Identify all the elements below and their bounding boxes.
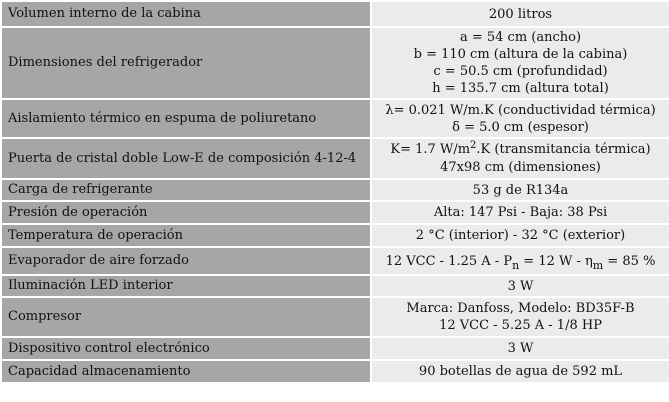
row-label: Dispositivo control electrónico (1, 337, 371, 360)
row-value (371, 179, 669, 201)
value-text: K= 1.7 W/m (390, 142, 471, 157)
value-text: = 85 % (603, 253, 656, 269)
row-label: Temperatura de operación (1, 224, 371, 247)
table-row (1, 297, 669, 337)
row-value (371, 99, 669, 138)
table-row (1, 275, 669, 297)
value-line: 47x98 cm (dimensiones) (440, 160, 601, 175)
row-label: Capacidad almacenamiento (1, 360, 371, 383)
value-line (372, 253, 669, 270)
row-value (371, 138, 669, 179)
value-line: Marca: Danfoss, Modelo: BD35F-B (406, 301, 635, 316)
superscript: 2 (470, 140, 477, 151)
table-row (1, 247, 669, 275)
table-row (1, 1, 669, 27)
value-line (372, 141, 669, 159)
row-value (371, 275, 669, 297)
table-row (1, 27, 669, 99)
table-row (1, 99, 669, 138)
table-row (1, 337, 669, 360)
row-label: Compresor (1, 297, 371, 337)
subscript: m (592, 258, 604, 272)
row-label: Puerta de cristal doble Low-E de composición 4-12-4 (1, 138, 371, 179)
table-row (1, 201, 669, 224)
row-label: Carga de refrigerante (1, 179, 371, 201)
value-text: 12 VCC - 1.25 A - P (385, 253, 513, 269)
value-line: 3 W (507, 278, 534, 294)
row-value (371, 27, 669, 99)
value-line: c = 50.5 cm (profundidad) (433, 64, 608, 79)
table-row (1, 360, 669, 383)
value-text: .K (transmitancia térmica) (476, 142, 651, 157)
row-value (371, 1, 669, 27)
value-line: 200 litros (488, 6, 553, 22)
value-line: 90 botellas de agua de 592 mL (418, 364, 623, 379)
row-value (371, 297, 669, 337)
row-label: Aislamiento térmico en espuma de poliuretano (1, 99, 371, 138)
value-line: 3 W (507, 341, 534, 356)
value-line: a = 54 cm (ancho) (459, 30, 582, 45)
row-label: Evaporador de aire forzado (1, 247, 371, 275)
value-line: Alta: 147 Psi - Baja: 38 Psi (433, 205, 608, 220)
value-line: 2 °C (interior) - 32 °C (exterior) (415, 228, 626, 243)
table-row (1, 138, 669, 179)
table-row (1, 224, 669, 247)
row-value (371, 201, 669, 224)
row-label: Iluminación LED interior (1, 275, 371, 297)
value-line: δ = 5.0 cm (espesor) (452, 119, 589, 135)
row-value (371, 337, 669, 360)
value-line: λ= 0.021 W/m.K (conductividad térmica) (385, 102, 656, 118)
row-value (371, 360, 669, 383)
subscript: n (512, 258, 520, 272)
table-row (1, 179, 669, 201)
row-value (371, 224, 669, 247)
value-line: h = 135.7 cm (altura total) (432, 81, 609, 96)
row-label: Presión de operación (1, 201, 371, 224)
value-line: b = 110 cm (altura de la cabina) (413, 47, 628, 62)
value-line: 12 VCC - 5.25 A - 1/8 HP (439, 318, 602, 333)
row-label: Volumen interno de la cabina (1, 1, 371, 27)
row-value (371, 247, 669, 275)
value-text: = 12 W - η (519, 253, 593, 269)
value-line: 53 g de R134a (472, 182, 569, 198)
row-label: Dimensiones del refrigerador (1, 27, 371, 99)
